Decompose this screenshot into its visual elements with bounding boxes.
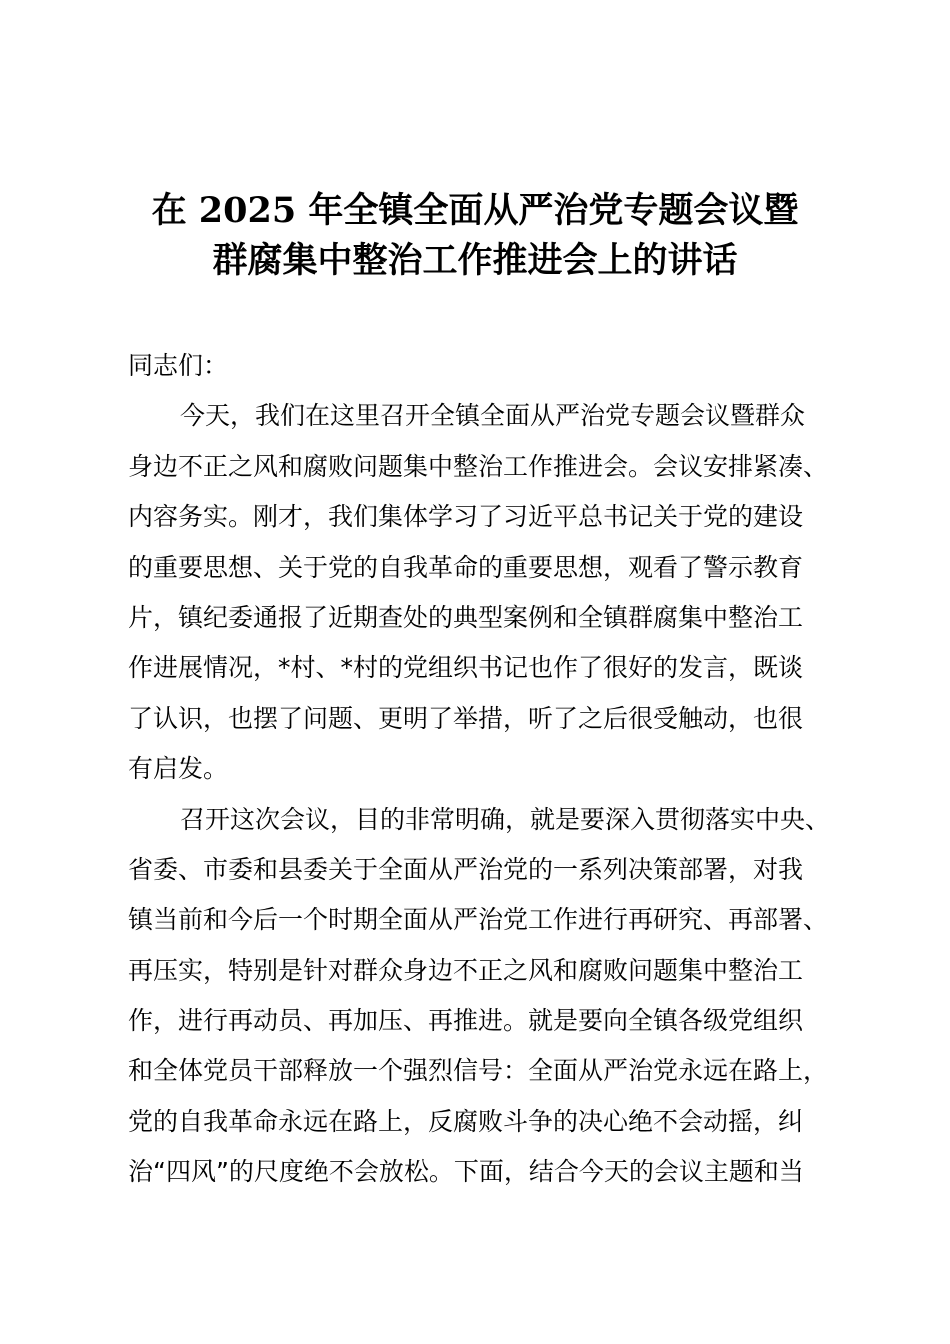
title-line-1: 在 2025 年全镇全面从严治党专题会议暨 [151, 190, 799, 231]
paragraph-line: 有启发。 [128, 754, 229, 784]
document-title [0, 186, 950, 286]
paragraph-line: 镇当前和今后一个时期全面从严治党工作进行再研究、再部署、 [128, 905, 829, 935]
paragraph-line: 的重要思想、关于党的自我革命的重要思想，观看了警示教育 [128, 552, 804, 582]
paragraph-line: 和全体党员干部释放一个强烈信号：全面从严治党永远在路上， [128, 1056, 829, 1086]
paragraph-line: 治“四风”的尺度绝不会放松。下面，结合今天的会议主题和当 [128, 1157, 804, 1187]
paragraph-line: 党的自我革命永远在路上，反腐败斗争的决心绝不会动摇，纠 [128, 1106, 804, 1136]
paragraph-line: 片，镇纪委通报了近期查处的典型案例和全镇群腐集中整治工 [128, 602, 804, 632]
paragraph-line: 召开这次会议，目的非常明确，就是要深入贯彻落实中央、 [180, 804, 831, 834]
title-line-2: 群腐集中整治工作推进会上的讲话 [212, 240, 738, 281]
paragraph-line: 省委、市委和县委关于全面从严治党的一系列决策部署，对我 [128, 854, 804, 884]
document-body [128, 341, 858, 1198]
paragraph-line: 身边不正之风和腐败问题集中整治工作推进会。会议安排紧凑、 [128, 451, 829, 481]
paragraph-line: 今天，我们在这里召开全镇全面从严治党专题会议暨群众 [180, 401, 806, 431]
paragraph-line: 内容务实。刚才，我们集体学习了习近平总书记关于党的建设 [128, 502, 804, 532]
paragraph-2 [128, 795, 858, 1198]
paragraph-line: 作，进行再动员、再加压、再推进。就是要向全镇各级党组织 [128, 1006, 804, 1036]
salutation: 同志们： [128, 351, 229, 380]
paragraph-1 [128, 391, 858, 794]
paragraph-line: 了认识，也摆了问题、更明了举措，听了之后很受触动，也很 [128, 703, 804, 733]
paragraph-line: 再压实，特别是针对群众身边不正之风和腐败问题集中整治工 [128, 955, 804, 985]
paragraph-line: 作进展情况，*村、*村的党组织书记也作了很好的发言，既谈 [128, 653, 804, 683]
